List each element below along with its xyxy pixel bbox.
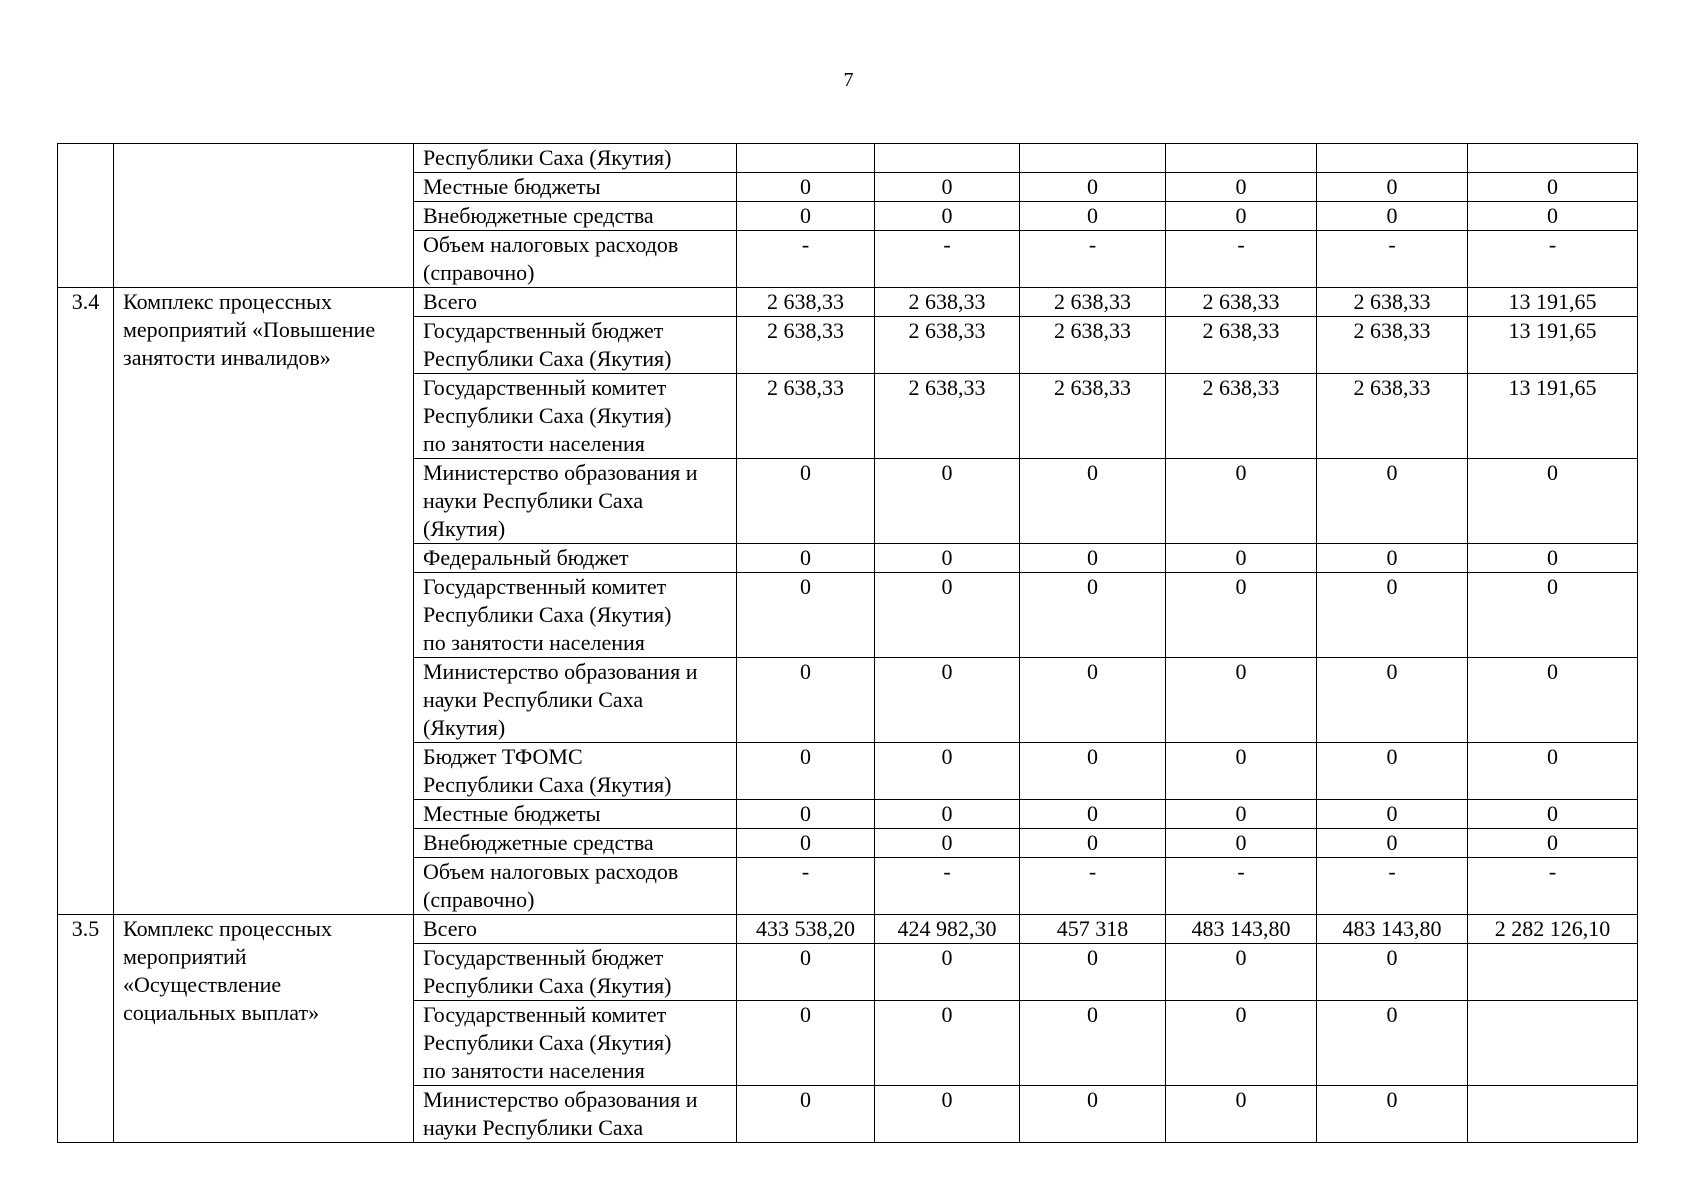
value-cell [875, 144, 1020, 173]
value-cell: 0 [1020, 544, 1166, 573]
funding-source-line: Всего [423, 289, 477, 314]
funding-source-line: (справочно) [423, 887, 535, 912]
value-cell: 0 [1166, 944, 1317, 1001]
value-cell: 0 [1317, 573, 1468, 658]
value-cell: 0 [737, 173, 875, 202]
value-cell: 0 [1468, 573, 1638, 658]
value-cell: 13 191,65 [1468, 288, 1638, 317]
value-cell: 0 [737, 544, 875, 573]
value-cell: 0 [1317, 1086, 1468, 1143]
value-cell: - [1166, 858, 1317, 915]
value-cell: 0 [875, 573, 1020, 658]
value-cell: - [737, 858, 875, 915]
value-cell: 0 [875, 202, 1020, 231]
value-cell: 0 [1317, 1001, 1468, 1086]
value-cell: 0 [875, 944, 1020, 1001]
funding-source-line: Государственный бюджет [423, 318, 664, 343]
value-cell: 13 191,65 [1468, 317, 1638, 374]
value-cell: 0 [737, 1001, 875, 1086]
value-cell: 0 [737, 202, 875, 231]
value-cell: 483 143,80 [1317, 915, 1468, 944]
value-cell [1468, 944, 1638, 1001]
value-cell: 0 [1468, 544, 1638, 573]
value-cell: 0 [1317, 800, 1468, 829]
value-cell: - [1020, 231, 1166, 288]
funding-source-cell [414, 173, 737, 202]
funding-source-line: науки Республики Саха [423, 687, 644, 712]
value-cell: 0 [1166, 743, 1317, 800]
funding-source-line: Министерство образования и [423, 659, 698, 684]
funding-source-line: (Якутия) [423, 516, 506, 541]
section-name-line: социальных выплат» [123, 1000, 320, 1025]
value-cell: 0 [1166, 1001, 1317, 1086]
table-row [58, 915, 1638, 944]
value-cell: 0 [1468, 173, 1638, 202]
value-cell: 0 [737, 829, 875, 858]
funding-source-line: Министерство образования и [423, 1087, 698, 1112]
funding-source-cell [414, 800, 737, 829]
value-cell: 0 [1166, 573, 1317, 658]
section-code-cell: 3.4 [58, 288, 114, 915]
funding-source-line: Объем налоговых расходов [423, 859, 679, 884]
section-code-cell: 3.5 [58, 915, 114, 1143]
value-cell: 0 [875, 173, 1020, 202]
value-cell: 0 [875, 829, 1020, 858]
value-cell: 483 143,80 [1166, 915, 1317, 944]
funding-source-line: науки Республики Саха [423, 1115, 644, 1140]
value-cell: 424 982,30 [875, 915, 1020, 944]
funding-source-line: Республики Саха (Якутия) [423, 1030, 672, 1055]
value-cell: 0 [1317, 829, 1468, 858]
funding-source-cell [414, 944, 737, 1001]
value-cell: 2 638,33 [737, 374, 875, 459]
value-cell: 0 [737, 573, 875, 658]
section-name-line: мероприятий [123, 944, 247, 969]
value-cell: 2 638,33 [1317, 317, 1468, 374]
funding-source-cell [414, 573, 737, 658]
funding-source-line: по занятости населения [423, 431, 645, 456]
value-cell: 0 [1317, 658, 1468, 743]
funding-source-line: (справочно) [423, 260, 535, 285]
funding-source-line: Республики Саха (Якутия) [423, 403, 672, 428]
value-cell: 457 318 [1020, 915, 1166, 944]
value-cell: 0 [1166, 202, 1317, 231]
funding-source-line: Республики Саха (Якутия) [423, 346, 672, 371]
funding-source-cell [414, 202, 737, 231]
value-cell: 0 [1468, 202, 1638, 231]
value-cell: 0 [737, 944, 875, 1001]
value-cell: 0 [875, 1086, 1020, 1143]
value-cell: 2 638,33 [875, 374, 1020, 459]
funding-source-cell [414, 743, 737, 800]
funding-source-cell [414, 1001, 737, 1086]
value-cell: 0 [875, 459, 1020, 544]
value-cell: 0 [1020, 944, 1166, 1001]
funding-source-line: (Якутия) [423, 715, 506, 740]
funding-source-line: Республики Саха (Якутия) [423, 772, 672, 797]
value-cell: 0 [737, 743, 875, 800]
section-name-cell [114, 144, 414, 288]
value-cell: 2 638,33 [1166, 374, 1317, 459]
funding-source-cell [414, 144, 737, 173]
value-cell: 0 [737, 800, 875, 829]
value-cell: 0 [875, 743, 1020, 800]
value-cell: 0 [1317, 743, 1468, 800]
value-cell: 0 [1468, 829, 1638, 858]
funding-source-cell [414, 829, 737, 858]
value-cell: 0 [1166, 829, 1317, 858]
value-cell [737, 144, 875, 173]
value-cell: 2 638,33 [875, 317, 1020, 374]
value-cell: 0 [1166, 544, 1317, 573]
value-cell [1468, 1001, 1638, 1086]
value-cell: - [1468, 231, 1638, 288]
funding-source-line: Республики Саха (Якутия) [423, 145, 672, 170]
value-cell: 2 638,33 [737, 288, 875, 317]
funding-source-cell [414, 317, 737, 374]
value-cell: 433 538,20 [737, 915, 875, 944]
value-cell: - [875, 858, 1020, 915]
value-cell: 0 [1020, 202, 1166, 231]
value-cell: 2 638,33 [737, 317, 875, 374]
funding-source-cell [414, 459, 737, 544]
funding-source-cell [414, 915, 737, 944]
funding-source-line: науки Республики Саха [423, 488, 644, 513]
funding-source-cell [414, 288, 737, 317]
value-cell: 0 [1166, 800, 1317, 829]
value-cell: 0 [1468, 743, 1638, 800]
funding-source-cell [414, 658, 737, 743]
funding-source-line: Всего [423, 916, 477, 941]
funding-source-line: Республики Саха (Якутия) [423, 973, 672, 998]
funding-source-line: Объем налоговых расходов [423, 232, 679, 257]
table-row [58, 288, 1638, 317]
value-cell: 0 [1166, 459, 1317, 544]
value-cell: 2 282 126,10 [1468, 915, 1638, 944]
funding-source-cell [414, 374, 737, 459]
section-name-cell [114, 288, 414, 915]
section-name-line: мероприятий «Повышение [123, 317, 376, 342]
funding-source-line: по занятости населения [423, 1058, 645, 1083]
funding-source-line: Республики Саха (Якутия) [423, 602, 672, 627]
value-cell: 0 [1020, 459, 1166, 544]
value-cell: - [737, 231, 875, 288]
funding-source-line: Бюджет ТФОМС [423, 744, 583, 769]
value-cell: 0 [1166, 658, 1317, 743]
value-cell: 0 [1020, 1086, 1166, 1143]
value-cell [1317, 144, 1468, 173]
value-cell: 0 [1468, 459, 1638, 544]
value-cell: 2 638,33 [1166, 288, 1317, 317]
value-cell: 0 [1317, 459, 1468, 544]
value-cell: 0 [1468, 658, 1638, 743]
section-name-line: «Осуществление [123, 972, 282, 997]
value-cell: 0 [1020, 573, 1166, 658]
funding-source-cell [414, 1086, 737, 1143]
section-name-line: Комплекс процессных [123, 916, 332, 941]
value-cell: 0 [1020, 743, 1166, 800]
financing-table [57, 143, 1638, 1143]
value-cell: 0 [737, 1086, 875, 1143]
value-cell: 0 [1020, 800, 1166, 829]
funding-source-line: Внебюджетные средства [423, 203, 654, 228]
funding-source-line: Местные бюджеты [423, 174, 601, 199]
value-cell: - [875, 231, 1020, 288]
funding-source-line: Государственный комитет [423, 1002, 667, 1027]
value-cell: 0 [1020, 1001, 1166, 1086]
value-cell: 0 [1317, 544, 1468, 573]
value-cell: 0 [737, 658, 875, 743]
value-cell: 0 [875, 658, 1020, 743]
value-cell: 2 638,33 [1020, 374, 1166, 459]
funding-source-cell [414, 231, 737, 288]
value-cell: - [1166, 231, 1317, 288]
funding-source-line: Местные бюджеты [423, 801, 601, 826]
value-cell: 2 638,33 [1020, 317, 1166, 374]
value-cell: 0 [1317, 202, 1468, 231]
value-cell: 2 638,33 [1166, 317, 1317, 374]
value-cell [1166, 144, 1317, 173]
value-cell: 2 638,33 [1317, 374, 1468, 459]
page-number: 7 [843, 69, 854, 91]
value-cell: 0 [875, 544, 1020, 573]
funding-source-line: по занятости населения [423, 630, 645, 655]
funding-source-line: Федеральный бюджет [423, 545, 629, 570]
funding-source-cell [414, 858, 737, 915]
value-cell: - [1317, 231, 1468, 288]
value-cell: 0 [1020, 829, 1166, 858]
value-cell: 0 [1020, 173, 1166, 202]
value-cell: 0 [875, 1001, 1020, 1086]
value-cell: - [1020, 858, 1166, 915]
section-name-line: Комплекс процессных [123, 289, 332, 314]
table-row [58, 144, 1638, 173]
value-cell: 0 [1166, 1086, 1317, 1143]
value-cell: 0 [1166, 173, 1317, 202]
value-cell [1468, 1086, 1638, 1143]
funding-source-line: Государственный комитет [423, 574, 667, 599]
section-name-line: занятости инвалидов» [123, 345, 331, 370]
funding-source-line: Государственный комитет [423, 375, 667, 400]
funding-source-line: Внебюджетные средства [423, 830, 654, 855]
section-code-cell [58, 144, 114, 288]
table-body [58, 144, 1638, 1143]
value-cell: 2 638,33 [875, 288, 1020, 317]
section-name-cell [114, 915, 414, 1143]
value-cell: 2 638,33 [1317, 288, 1468, 317]
value-cell: 0 [875, 800, 1020, 829]
value-cell: 0 [737, 459, 875, 544]
funding-source-cell [414, 544, 737, 573]
value-cell: - [1317, 858, 1468, 915]
value-cell: 0 [1020, 658, 1166, 743]
funding-source-line: Министерство образования и [423, 460, 698, 485]
value-cell [1020, 144, 1166, 173]
value-cell: 13 191,65 [1468, 374, 1638, 459]
value-cell: 0 [1317, 944, 1468, 1001]
value-cell: 0 [1317, 173, 1468, 202]
value-cell: - [1468, 858, 1638, 915]
value-cell: 2 638,33 [1020, 288, 1166, 317]
value-cell: 0 [1468, 800, 1638, 829]
value-cell [1468, 144, 1638, 173]
funding-source-line: Государственный бюджет [423, 945, 664, 970]
